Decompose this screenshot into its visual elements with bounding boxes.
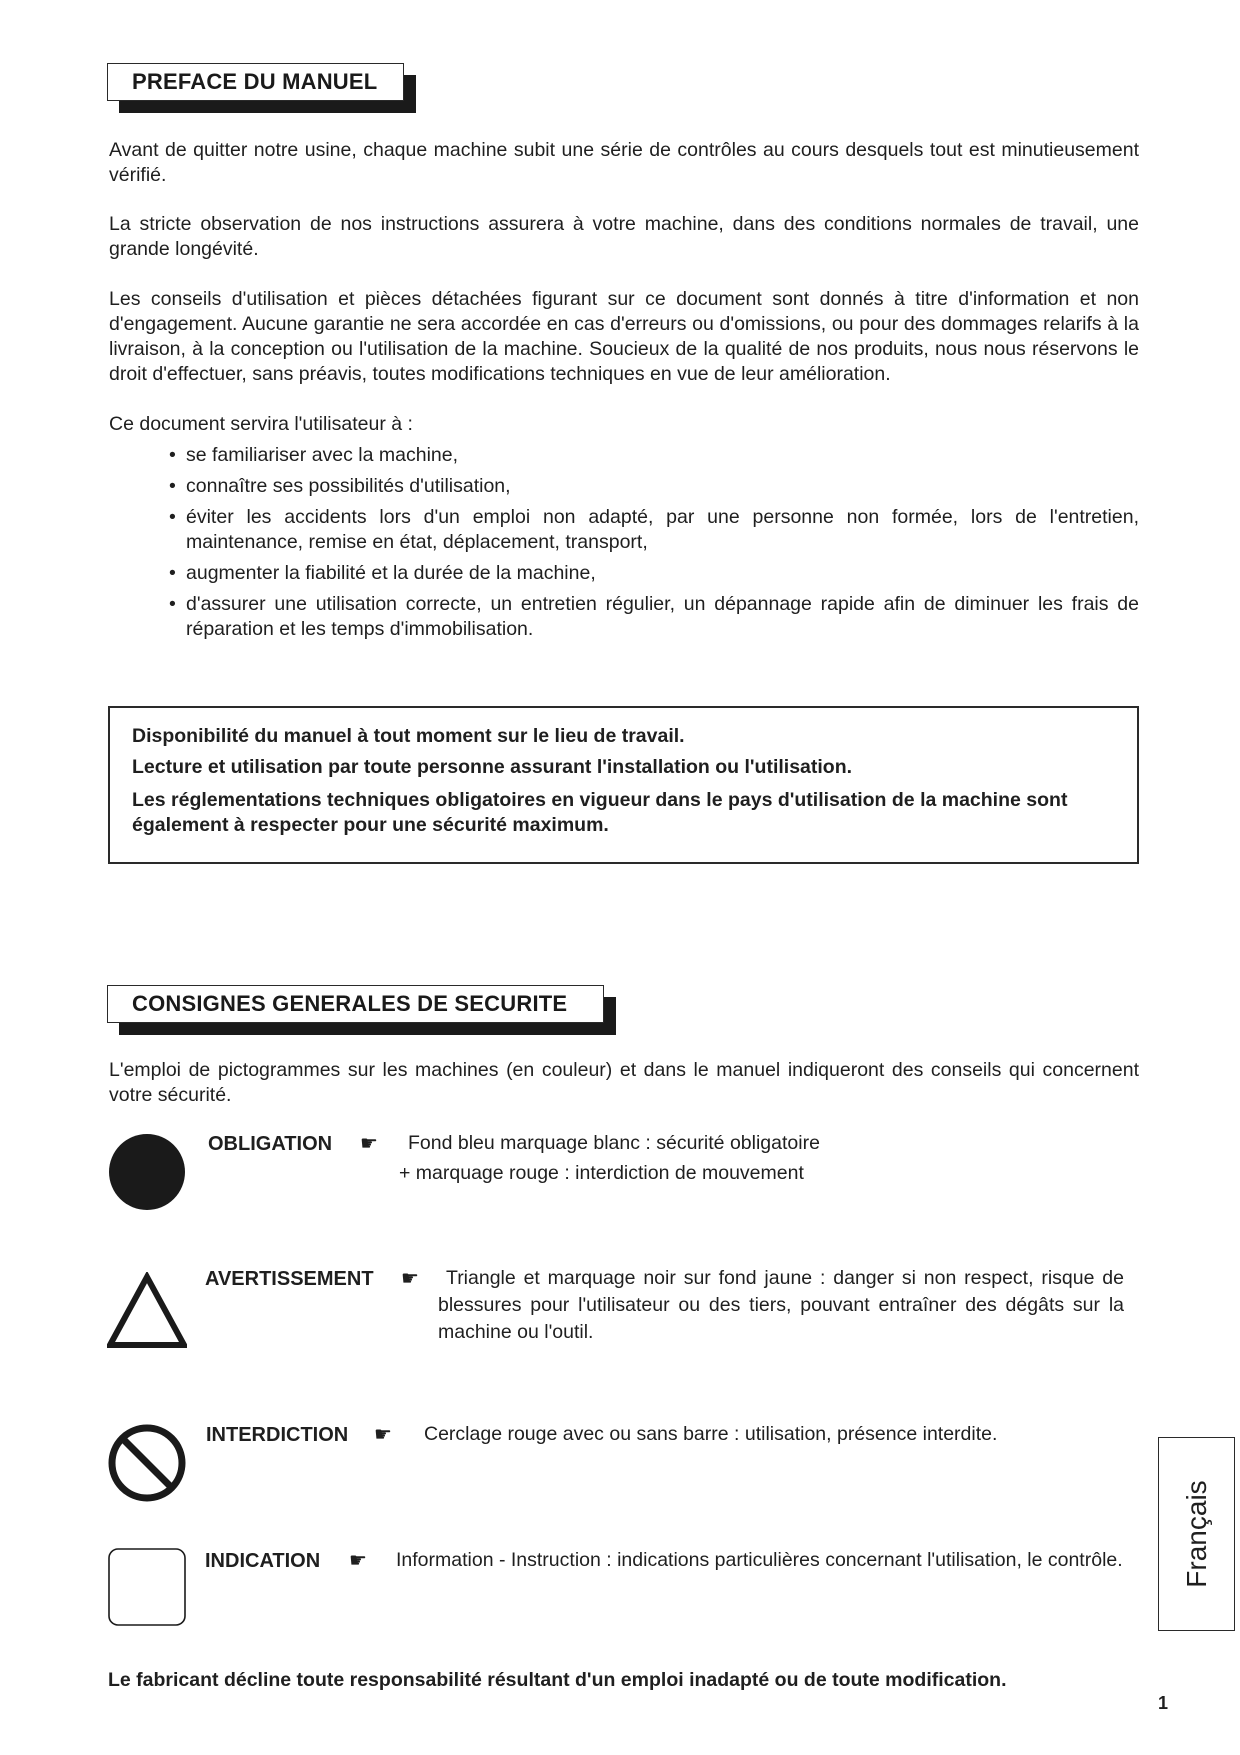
disclaimer-text: Le fabricant décline toute responsabilité résultant d'un emploi inadapté ou de toute modification. [108, 1669, 1007, 1691]
preface-section-title: PREFACE DU MANUEL [107, 63, 404, 101]
pointing-hand-icon: ☛ [401, 1268, 419, 1290]
pointing-hand-icon: ☛ [349, 1550, 367, 1572]
interdiction-text: Cerclage rouge avec ou sans barre : utilisation, présence interdite. [424, 1423, 998, 1445]
language-tab [1158, 1437, 1235, 1631]
preface-paragraph-3: Les conseils d'utilisation et pièces détachées figurant sur ce document sont donnés à titre d'information et non d'engagement. Aucune garantie ne sera accordée en cas d'erreurs ou d'omissions, ou pour des dommages relarifs à la livraison, à la conception ou l'utilisation de la machine. Soucieux de la qualité de nos produits, nous nous réservons le droit d'effectuer, sans préavis, toutes modifications techniques en vue de leur amélioration. [109, 288, 1139, 385]
pointing-hand-icon: ☛ [360, 1133, 378, 1155]
language-tab-label: Français [1180, 1480, 1212, 1588]
avertissement-text: Triangle et marquage noir sur fond jaune : danger si non respect, risque de blessures pour l'utilisateur ou des tiers, pouvant entraîner des dégâts sur la machine ou l'outil. [438, 1267, 1124, 1343]
safety-intro: L'emploi de pictogrammes sur les machines (en couleur) et dans le manuel indiqueront des conseils qui concernent votre sécurité. [109, 1059, 1139, 1106]
notice-line-1: Disponibilité du manuel à tout moment sur le lieu de travail. [132, 725, 685, 747]
list-item: • d'assurer une utilisation correcte, un entretien régulier, un dépannage rapide afin de diminuer les frais de réparation et les temps d'immobilisation. [169, 593, 1139, 640]
indication-label: INDICATION [205, 1550, 321, 1572]
safety-section-title: CONSIGNES GENERALES DE SECURITE [107, 985, 604, 1023]
filled-circle-icon [107, 1132, 187, 1212]
notice-line-2: Lecture et utilisation par toute personne assurant l'installation ou l'utilisation. [132, 756, 853, 778]
prohibition-icon [107, 1423, 187, 1503]
preface-paragraph-1: Avant de quitter notre usine, chaque machine subit une série de contrôles au cours desquels tout est minutieusement vérifié. [109, 139, 1139, 186]
preface-bullet-list [169, 443, 1139, 648]
obligation-text: Fond bleu marquage blanc : sécurité obligatoire [408, 1132, 820, 1154]
warning-triangle-icon [107, 1272, 187, 1352]
avertissement-label: AVERTISSEMENT [205, 1268, 374, 1290]
list-item: • se familiariser avec la machine, [169, 444, 459, 466]
notice-box [108, 706, 1139, 864]
preface-paragraph-2: La stricte observation de nos instructions assurera à votre machine, dans des conditions normales de travail, une grande longévité. [109, 213, 1139, 260]
list-item: • connaître ses possibilités d'utilisation, [169, 475, 511, 497]
interdiction-label: INTERDICTION [206, 1424, 349, 1446]
list-item: • éviter les accidents lors d'un emploi non adapté, par une personne non formée, lors de l'entretien, maintenance, remise en état, déplacement, transport, [169, 506, 1139, 553]
notice-line-3: Les réglementations techniques obligatoires en vigueur dans le pays d'utilisation de la machine sont également à respecter pour une sécurité maximum. [132, 789, 1068, 836]
preface-paragraph-4: Ce document servira l'utilisateur à : [109, 413, 413, 435]
indication-text: Information - Instruction : indications particulières concernant l'utilisation, le contrôle. [396, 1549, 1123, 1571]
list-item: • augmenter la fiabilité et la durée de la machine, [169, 562, 596, 584]
obligation-label: OBLIGATION [208, 1133, 333, 1155]
obligation-text-2: + marquage rouge : interdiction de mouvement [399, 1162, 804, 1184]
pointing-hand-icon: ☛ [374, 1424, 392, 1446]
rounded-square-icon [107, 1547, 187, 1627]
page-number: 1 [1158, 1693, 1169, 1713]
